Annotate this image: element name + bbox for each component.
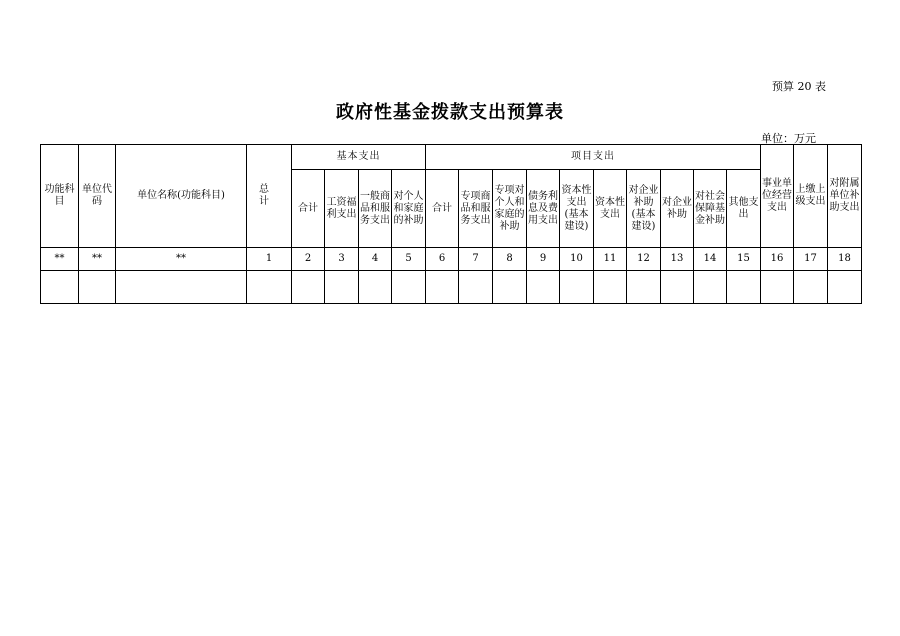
index-number: 9 xyxy=(527,248,560,271)
index-number: 6 xyxy=(426,248,459,271)
index-number: 8 xyxy=(493,248,527,271)
index-unit-code: ** xyxy=(79,248,116,271)
empty-cell[interactable] xyxy=(560,271,594,304)
header-basic-sum: 合计 xyxy=(292,170,325,248)
empty-cell[interactable] xyxy=(794,271,828,304)
index-number: 11 xyxy=(594,248,627,271)
index-func-subject: ** xyxy=(41,248,79,271)
header-project-goods: 专项商品和服务支出 xyxy=(459,170,493,248)
header-basic-family: 对个人和家庭的补助 xyxy=(392,170,426,248)
index-number: 17 xyxy=(794,248,828,271)
form-number: 预算 20 表 xyxy=(772,80,826,93)
header-institution: 事业单位经营支出 xyxy=(761,145,794,248)
header-func-subject: 功能科目 xyxy=(41,145,79,248)
empty-cell[interactable] xyxy=(41,271,79,304)
header-other: 其他支出 xyxy=(727,170,761,248)
index-number: 18 xyxy=(828,248,862,271)
header-project-sum: 合计 xyxy=(426,170,459,248)
empty-cell[interactable] xyxy=(828,271,862,304)
index-number: 3 xyxy=(325,248,359,271)
header-subordinate: 对附属单位补助支出 xyxy=(828,145,862,248)
index-number: 1 xyxy=(247,248,292,271)
empty-cell[interactable] xyxy=(426,271,459,304)
empty-cell[interactable] xyxy=(727,271,761,304)
empty-cell[interactable] xyxy=(247,271,292,304)
empty-cell[interactable] xyxy=(292,271,325,304)
index-number: 4 xyxy=(359,248,392,271)
empty-cell[interactable] xyxy=(761,271,794,304)
header-unit-name: 单位名称(功能科目) xyxy=(116,145,247,248)
header-basic-wages: 工资福利支出 xyxy=(325,170,359,248)
empty-cell[interactable] xyxy=(527,271,560,304)
header-basic-goods: 一般商品和服务支出 xyxy=(359,170,392,248)
index-unit-name: ** xyxy=(116,248,247,271)
index-number: 2 xyxy=(292,248,325,271)
header-enterprise-construction: 对企业补助(基本建设) xyxy=(627,170,661,248)
empty-cell[interactable] xyxy=(325,271,359,304)
index-number: 14 xyxy=(694,248,727,271)
budget-table xyxy=(40,144,862,304)
page-title: 政府性基金拨款支出预算表 xyxy=(336,102,564,123)
index-number: 16 xyxy=(761,248,794,271)
unit-label: 单位：万元 xyxy=(761,132,816,145)
header-basic-group: 基本支出 xyxy=(292,145,426,170)
empty-cell[interactable] xyxy=(627,271,661,304)
header-capital: 资本性支出 xyxy=(594,170,627,248)
header-total: 总 计 xyxy=(247,145,292,248)
empty-cell[interactable] xyxy=(116,271,247,304)
header-project-family: 专项对个人和家庭的补助 xyxy=(493,170,527,248)
empty-cell[interactable] xyxy=(594,271,627,304)
header-enterprise: 对企业补助 xyxy=(661,170,694,248)
empty-cell[interactable] xyxy=(392,271,426,304)
index-number: 13 xyxy=(661,248,694,271)
empty-cell[interactable] xyxy=(694,271,727,304)
header-project-group: 项目支出 xyxy=(426,145,761,170)
index-number: 5 xyxy=(392,248,426,271)
header-unit-code: 单位代码 xyxy=(79,145,116,248)
index-number: 10 xyxy=(560,248,594,271)
empty-cell[interactable] xyxy=(79,271,116,304)
empty-cell[interactable] xyxy=(661,271,694,304)
empty-data-row xyxy=(41,271,862,304)
header-debt-interest: 债务利息及费用支出 xyxy=(527,170,560,248)
empty-cell[interactable] xyxy=(359,271,392,304)
empty-cell[interactable] xyxy=(459,271,493,304)
index-number: 12 xyxy=(627,248,661,271)
header-social-security: 对社会保障基金补助 xyxy=(694,170,727,248)
index-number: 7 xyxy=(459,248,493,271)
empty-cell[interactable] xyxy=(493,271,527,304)
header-remit-superior: 上缴上级支出 xyxy=(794,145,828,248)
index-number: 15 xyxy=(727,248,761,271)
header-capital-construction: 资本性支出(基本建设) xyxy=(560,170,594,248)
